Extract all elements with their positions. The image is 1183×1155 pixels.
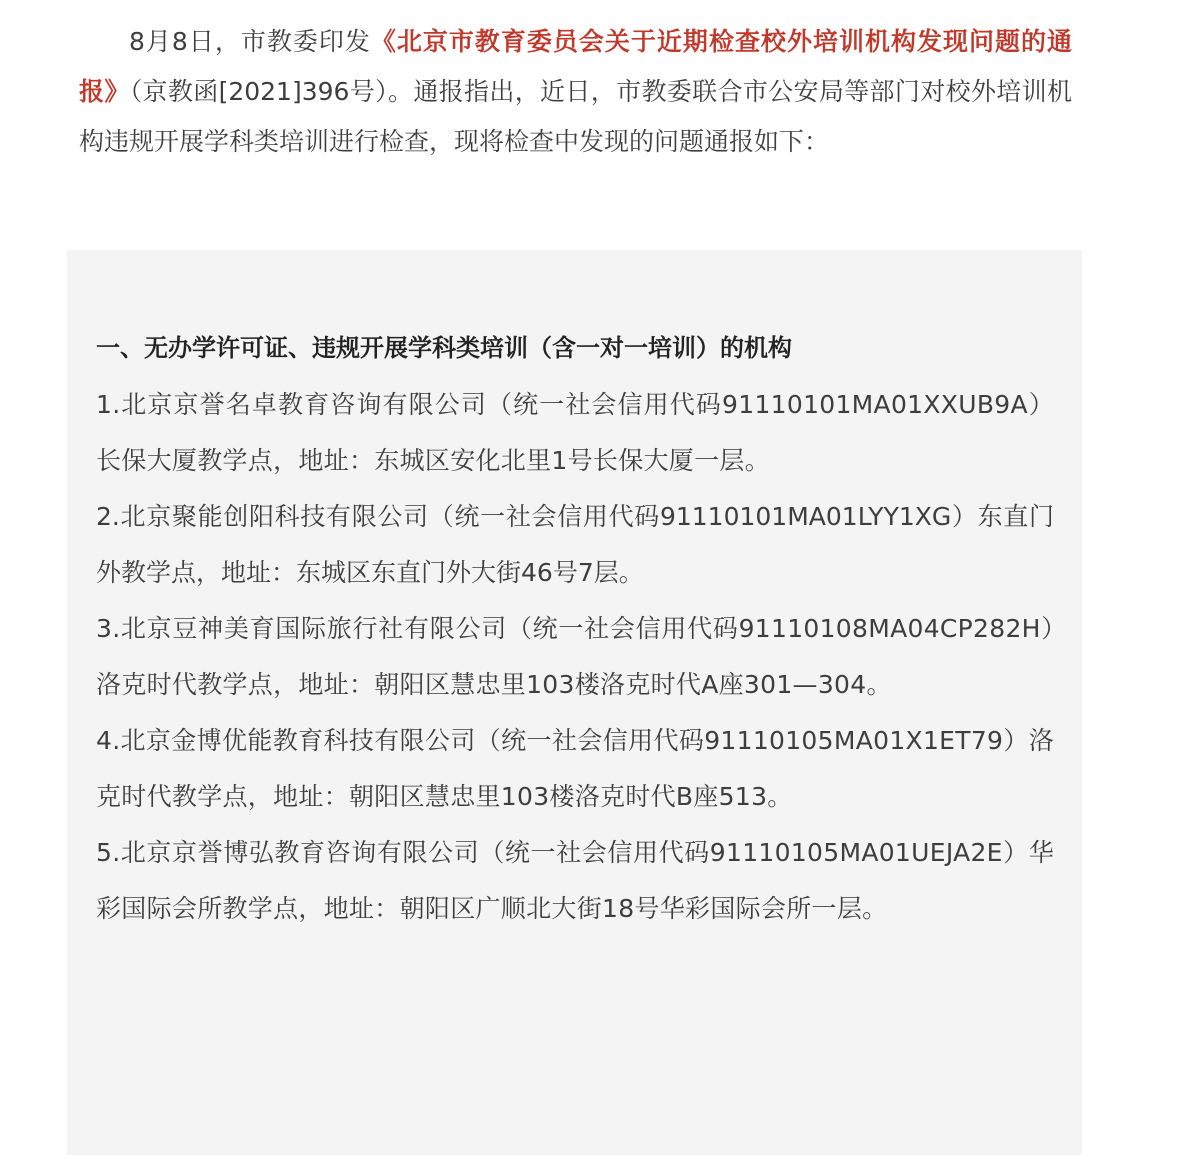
intro-paragraph	[79, 17, 1072, 167]
list-item: 4.北京金博优能教育科技有限公司（统一社会信用代码91110105MA01X1ET79）洛克时代教学点，地址：朝阳区慧忠里103楼洛克时代B座513。	[96, 726, 1054, 811]
section-heading: 一、无办学许可证、违规开展学科类培训（含一对一培训）的机构	[96, 334, 792, 362]
intro-rest: （京教函[2021]396号）。通报指出，近日，市教委联合市公安局等部门对校外培训机构违规开展学科类培训进行检查，现将检查中发现的问题通报如下：	[79, 77, 1072, 156]
institution-list	[96, 377, 1054, 937]
intro-lead: 8月8日，市教委印发	[129, 27, 371, 56]
document-title: 《北京市教育委员会关于近期检查校外培训机构发现问题的通报》	[79, 27, 1073, 106]
list-item: 5.北京京誉博弘教育咨询有限公司（统一社会信用代码91110105MA01UEJA2E）华彩国际会所教学点，地址：朝阳区广顺北大街18号华彩国际会所一层。	[96, 838, 1054, 923]
list-item: 2.北京聚能创阳科技有限公司（统一社会信用代码91110101MA01LYY1XG）东直门外教学点，地址：东城区东直门外大街46号7层。	[96, 502, 1054, 587]
list-item: 3.北京豆神美育国际旅行社有限公司（统一社会信用代码91110108MA04CP282H）洛克时代教学点，地址：朝阳区慧忠里103楼洛克时代A座301—304。	[96, 614, 1054, 699]
list-item: 1.北京京誉名卓教育咨询有限公司（统一社会信用代码91110101MA01XXUB9A）长保大厦教学点，地址：东城区安化北里1号长保大厦一层。	[96, 390, 1054, 475]
